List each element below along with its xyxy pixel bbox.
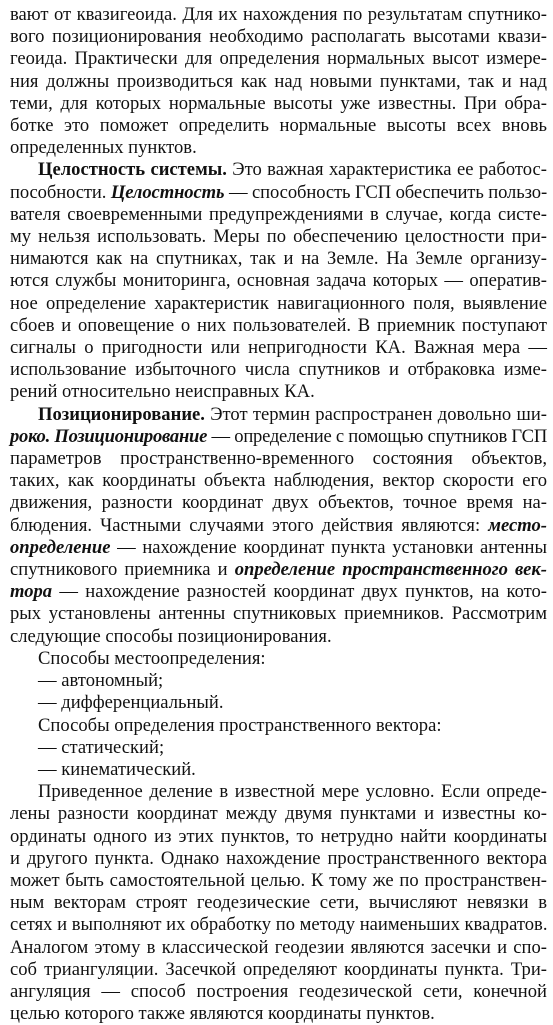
text-line: движения, разности координат двух объектов, точное время на- <box>10 492 547 514</box>
text-line: ным векторам строят геодезические сети, вычисляют невязки в <box>10 892 547 914</box>
text-line: целью которого также являются координаты пунктов. <box>10 1003 435 1025</box>
section-heading-integrity: Целостность системы. <box>38 159 227 181</box>
term-vector-start: определение пространственного век- <box>234 559 547 581</box>
text-line: вателя своевременными предупреждениями в случае, когда систе- <box>10 203 547 225</box>
text-line: ное определение характеристик навигационного поля, выявление <box>10 292 547 314</box>
list-heading: Способы местоопределения: <box>38 647 266 669</box>
text-line <box>10 426 547 448</box>
paragraph-conditional-division <box>10 781 547 1025</box>
text-line: ангуляция — способ построения геодезической сети, конечной <box>10 980 547 1002</box>
text-line: ординаты одного из этих пунктов, то нетрудно найти координаты <box>10 825 547 847</box>
text-line: может быть самостоятельной целью. К тому же по пространствен- <box>10 869 547 891</box>
list-item: — статический; <box>38 736 165 758</box>
text-line <box>10 581 547 603</box>
text-line: рых установлены антенны спутниковых приемников. Рассмотрим <box>10 603 547 625</box>
text-line: сетях и выполняют их обработку по методу наименьших квадратов. <box>10 914 548 936</box>
text-line: Аналогом этому в классической геодезии являются засечки и спо- <box>10 936 547 958</box>
text-line: лены разности координат между двумя пунктами и известны ко- <box>10 803 547 825</box>
text-line <box>10 537 547 559</box>
text-fragment: Этот термин распространен довольно ши- <box>204 403 547 425</box>
section-heading-positioning: Позиционирование. <box>38 403 205 425</box>
list-item: — дифференциальный. <box>38 692 224 714</box>
list-item: — кинематический. <box>38 758 196 780</box>
text-line <box>10 404 547 426</box>
text-line: вого позиционирования необходимо располагать высотами квази- <box>10 26 547 48</box>
text-line: сигналы о пригодности или непригодности КА. Важная мера — <box>10 337 547 359</box>
text-line: следующие способы позиционирования. <box>10 625 332 647</box>
text-line: ются службы мониторинга, основная задача которых — оператив- <box>10 270 547 292</box>
term-integrity: Целостность <box>110 181 225 203</box>
methods-list <box>10 648 547 781</box>
term-location-end: определение <box>10 536 111 558</box>
text-fragment: — способность ГСП обеспечить пользо- <box>224 181 548 203</box>
term-location-start: место- <box>488 514 547 536</box>
text-line: нимаются как на спутниках, так и на Земле. На Земле организу- <box>10 248 547 270</box>
text-fragment: спутникового приемника и <box>10 559 235 581</box>
text-line: геоида. Практически для определения нормальных высот измере- <box>10 48 547 70</box>
text-line: использование избыточного числа спутников и отбраковка изме- <box>10 359 547 381</box>
text-line: му нельзя использовать. Меры по обеспечению целостности при- <box>10 226 547 248</box>
paragraph-positioning <box>10 404 547 648</box>
term-vector-end: тора <box>10 581 53 603</box>
text-line: Приведенное деление в известной мере условно. Если опреде- <box>38 781 547 803</box>
book-page <box>10 4 547 1025</box>
list-heading: Способы определения пространственного вектора: <box>38 714 442 736</box>
text-line <box>10 515 547 537</box>
text-line: таких, как координаты объекта наблюдения, вектор скорости его <box>10 470 547 492</box>
text-line: сбоев и оповещение о них пользователей. В приемник поступают <box>10 314 547 336</box>
text-fragment: — нахождение разностей координат двух пунктов, на кото- <box>52 581 547 603</box>
text-fragment: пособности. <box>10 181 111 203</box>
text-line: ботке это поможет определить нормальные высоты всех вновь <box>10 115 547 137</box>
text-line: определенных пунктов. <box>10 137 197 159</box>
list-item: — автономный; <box>38 670 164 692</box>
text-line: вают от квазигеоида. Для их нахождения по результатам спутнико- <box>10 4 547 25</box>
text-line: теми, для которых нормальные высоты уже известны. При обра- <box>10 92 547 114</box>
term-positioning: роко. Позиционирование <box>10 425 208 447</box>
text-line <box>10 182 547 204</box>
text-line <box>10 559 547 581</box>
text-line: ния должны производиться как над новыми пунктами, так и над <box>10 70 547 92</box>
text-line: соб триангуляции. Засечкой определяют координаты пункта. Три- <box>10 958 547 980</box>
text-fragment: — нахождение координат пункта установки антенны <box>110 536 547 558</box>
text-fragment: Это важная характеристика ее работос- <box>226 159 547 181</box>
text-line: и другого пункта. Однако нахождение пространственного вектора <box>10 847 547 869</box>
text-line: рений относительно неисправных КА. <box>10 381 315 403</box>
text-line: параметров пространственно-временного состояния объектов, <box>10 448 547 470</box>
paragraph-integrity <box>10 159 547 403</box>
text-line <box>10 159 547 181</box>
text-fragment: блюдения. Частными случаями этого действия являются: <box>10 514 489 536</box>
paragraph-quasigeoid <box>10 4 547 159</box>
text-fragment: — определение с помощью спутников ГСП <box>207 425 548 447</box>
